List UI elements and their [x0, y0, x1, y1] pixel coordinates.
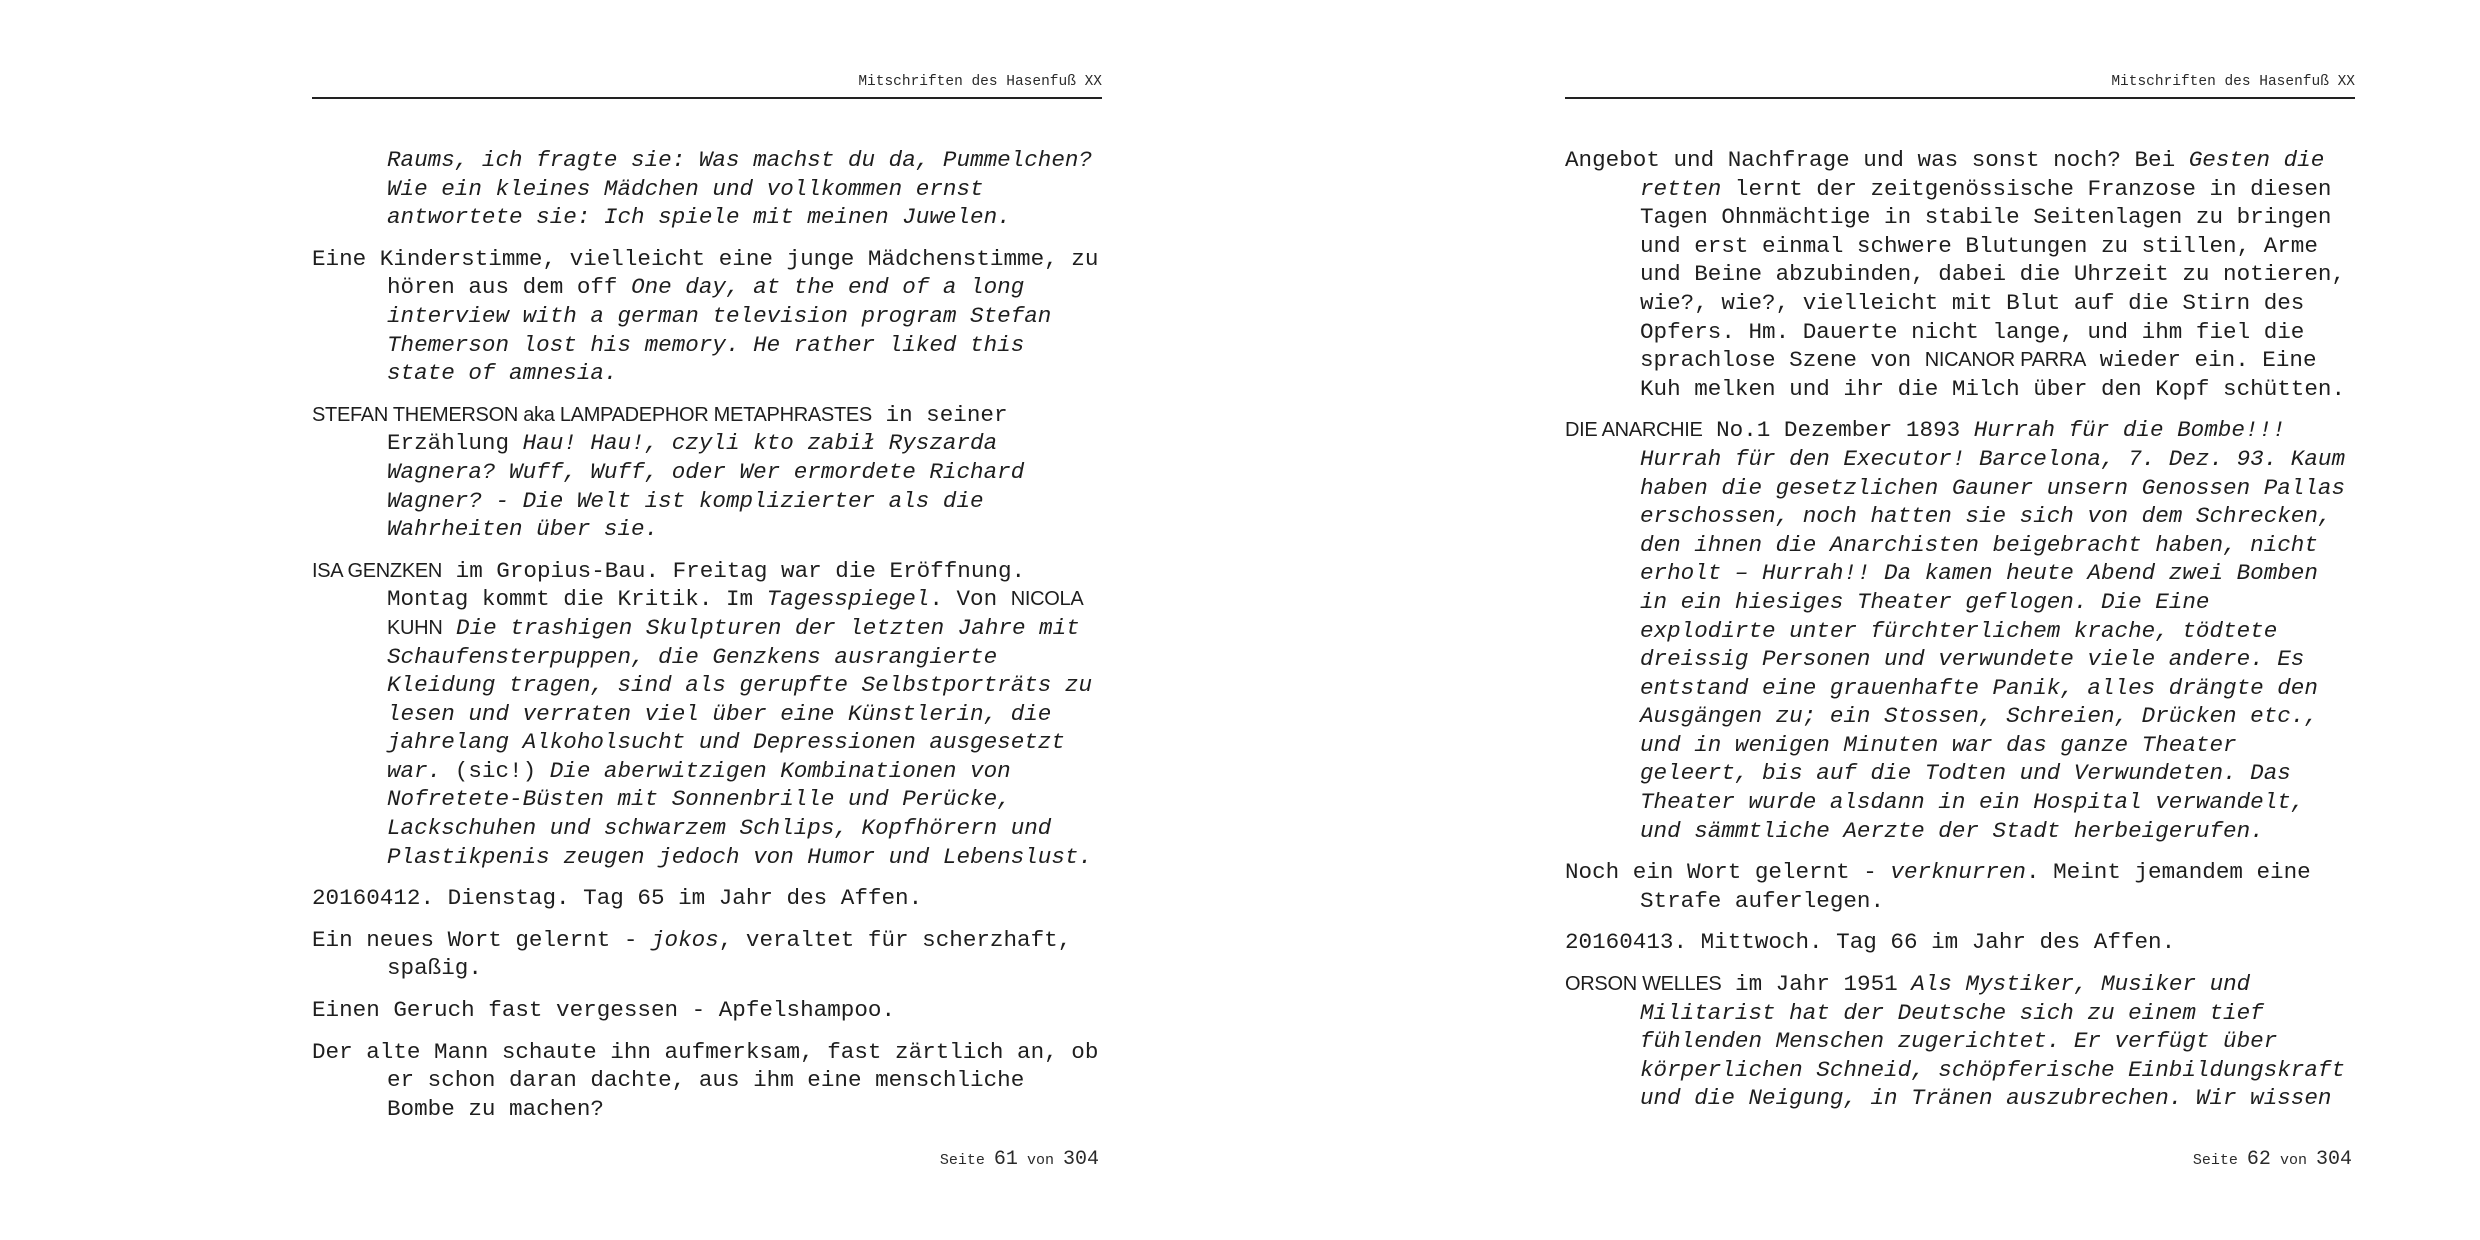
text-run: , veraltet für scherzhaft, spaßig.	[387, 926, 1072, 982]
header-rule	[312, 97, 1102, 99]
italic-text: Die trashigen Skulpturen der letzten Jahre mit Schaufensterpuppen, die Genzkens ausrangierte Kleidung tragen, sind als gerupfte Selbstporträts zu lesen und verraten viel über eine Künstlerin, die jahrelang Alkoholsucht und Depressionen ausgesetzt war.	[387, 614, 1093, 784]
name-text: DIE ANARCHIE	[1565, 419, 1703, 442]
paragraph	[1565, 970, 2355, 1113]
name-text: ISA GENZKEN	[312, 559, 443, 582]
text-run: (sic!)	[441, 757, 550, 784]
text-run: wieder ein. Eine Kuh melken und ihr die Milch über den Kopf schütten.	[1640, 347, 2346, 402]
total-pages: 304	[1062, 1148, 1099, 1171]
running-header: Mitschriften des Hasenfuß XX	[2111, 74, 2355, 90]
paragraph	[312, 1038, 1102, 1124]
page-footer	[2193, 1148, 2352, 1171]
page-footer	[940, 1148, 1099, 1171]
italic-text: Tagesspiegel	[766, 586, 930, 613]
text-run: Angebot und Nachfrage und was sonst noch? Bei	[1565, 147, 2189, 173]
paragraph	[1565, 858, 2355, 915]
italic-text: Als Mystiker, Musiker und Militarist hat der Deutsche sich zu einem tief fühlenden Menschen zugerichtet. Er verfügt über körperlichen Schneid, schöpferische Einbildungskraft und die Neigung, in Tränen auszubrechen. Wir wissen	[1640, 971, 2346, 1112]
paragraph	[312, 401, 1102, 544]
text-run: lernt der zeitgenössische Franzose in diesen Tagen Ohnmächtige in stabile Seitenlagen zu bringen und erst einmal schwere Blutungen zu stillen, Arme und Beine abzubinden, dabei die Uhrzeit zu notieren, wie?, wie?, vielleicht mit Blut auf die Stirn des Opfers. Hm. Dauerte nicht lange, und ihm fiel die sprachlose Szene von	[1640, 175, 2346, 374]
paragraph	[1565, 146, 2355, 403]
text-run	[442, 615, 456, 641]
name-text: NICANOR PARRA	[1924, 349, 2087, 372]
footer-of: von	[2279, 1152, 2307, 1169]
footer-of: von	[1026, 1152, 1054, 1169]
text-run: Eine Kinderstimme, vielleicht eine junge Mädchenstimme, zu hören aus dem off	[312, 245, 1099, 301]
paragraph	[1565, 928, 2355, 957]
italic-text: Die aberwitzigen Kombinationen von Nofretete-Büsten mit Sonnenbrille und Perücke, Lackschuhen und schwarzem Schlips, Kopfhörern und Plastikpenis zeugen jedoch von Humor und Lebenslust.	[387, 757, 1093, 870]
page-body	[312, 146, 1102, 1136]
italic-text: verknurren	[1890, 859, 2026, 886]
text-run: 20160413. Mittwoch. Tag 66 im Jahr des Affen.	[1565, 929, 2176, 956]
name-text: ORSON WELLES	[1565, 973, 1722, 996]
text-run: im Jahr 1951	[1721, 971, 1912, 998]
italic-text: Hau! Hau!, czyli kto zabił Ryszarda Wagnera? Wuff, Wuff, oder Wer ermordete Richard Wagner? - Die Welt ist komplizierter als die Wahrheiten über sie.	[387, 430, 1025, 543]
text-run: in seiner Erzählung	[387, 401, 1008, 457]
text-run: Ein neues Wort gelernt -	[312, 926, 651, 953]
left-page	[312, 0, 1102, 1240]
text-run: . Meint jemandem eine Strafe auferlegen.	[1640, 859, 2311, 914]
italic-text: Gesten die retten	[1640, 147, 2325, 202]
paragraph	[312, 884, 1102, 913]
text-run: Der alte Mann schaute ihn aufmerksam, fast zärtlich an, ob er schon daran dachte, aus ihm eine menschliche Bombe zu machen?	[312, 1038, 1099, 1122]
text-run: . Von	[929, 586, 1011, 613]
footer-label: Seite	[2192, 1152, 2238, 1169]
name-text: STEFAN THEMERSON aka LAMPADEPHOR METAPHRASTES	[312, 403, 872, 426]
header-rule	[1565, 97, 2355, 99]
right-page	[1565, 0, 2355, 1240]
paragraph	[312, 996, 1102, 1025]
paragraph	[1565, 416, 2355, 845]
page-number: 62	[2246, 1148, 2271, 1171]
text-run: Einen Geruch fast vergessen - Apfelshampoo.	[312, 997, 896, 1024]
page-body	[1565, 146, 2355, 1126]
italic-text: jokos	[650, 926, 719, 953]
text-run: 20160412. Dienstag. Tag 65 im Jahr des Affen.	[312, 885, 923, 912]
text-run: Noch ein Wort gelernt -	[1565, 859, 1891, 886]
italic-text: One day, at the end of a long interview with a german television program Stefan Themerson lost his memory. He rather liked this state of amnesia.	[387, 274, 1052, 387]
total-pages: 304	[2315, 1148, 2352, 1171]
running-header: Mitschriften des Hasenfuß XX	[858, 74, 1102, 90]
paragraph	[312, 926, 1102, 983]
italic-text: Raums, ich fragte sie: Was machst du da, Pummelchen? Wie ein kleines Mädchen und vollkommen ernst antwortete sie: Ich spiele mit meinen Juwelen.	[387, 147, 1093, 231]
paragraph	[312, 557, 1102, 872]
paragraph	[312, 245, 1102, 388]
text-run: No.1 Dezember 1893	[1702, 417, 1974, 444]
page-number: 61	[993, 1148, 1018, 1171]
text-run: im Gropius-Bau. Freitag war die Eröffnung. Montag kommt die Kritik. Im	[387, 557, 1026, 613]
name-text: NICOLA KUHN	[387, 588, 1083, 639]
italic-text: Hurrah für die Bombe!!! Hurrah für den Executor! Barcelona, 7. Dez. 93. Kaum haben die gesetzlichen Gauner unsern Genossen Pallas erschossen, noch hatten sie sich von dem Schrecken, den ihnen die Anarchisten beigebracht haben, nicht erholt – Hurrah!! Da kamen heute Abend zwei Bomben in ein hiesiges Theater geflogen. Die Eine explodirte unter fürchterlichem krache, tödtete dreissig Personen und verwundete viele andere. Es entstand eine grauenhafte Panik, alles drängte den Ausgängen zu; ein Stossen, Schreien, Drücken etc., und in wenigen Minuten war das ganze Theater geleert, bis auf die Todten und Verwundeten. Das Theater wurde alsdann in ein Hospital verwandelt, und sämmtliche Aerzte der Stadt herbeigerufen.	[1640, 417, 2346, 844]
footer-label: Seite	[939, 1152, 985, 1169]
paragraph	[312, 146, 1102, 232]
